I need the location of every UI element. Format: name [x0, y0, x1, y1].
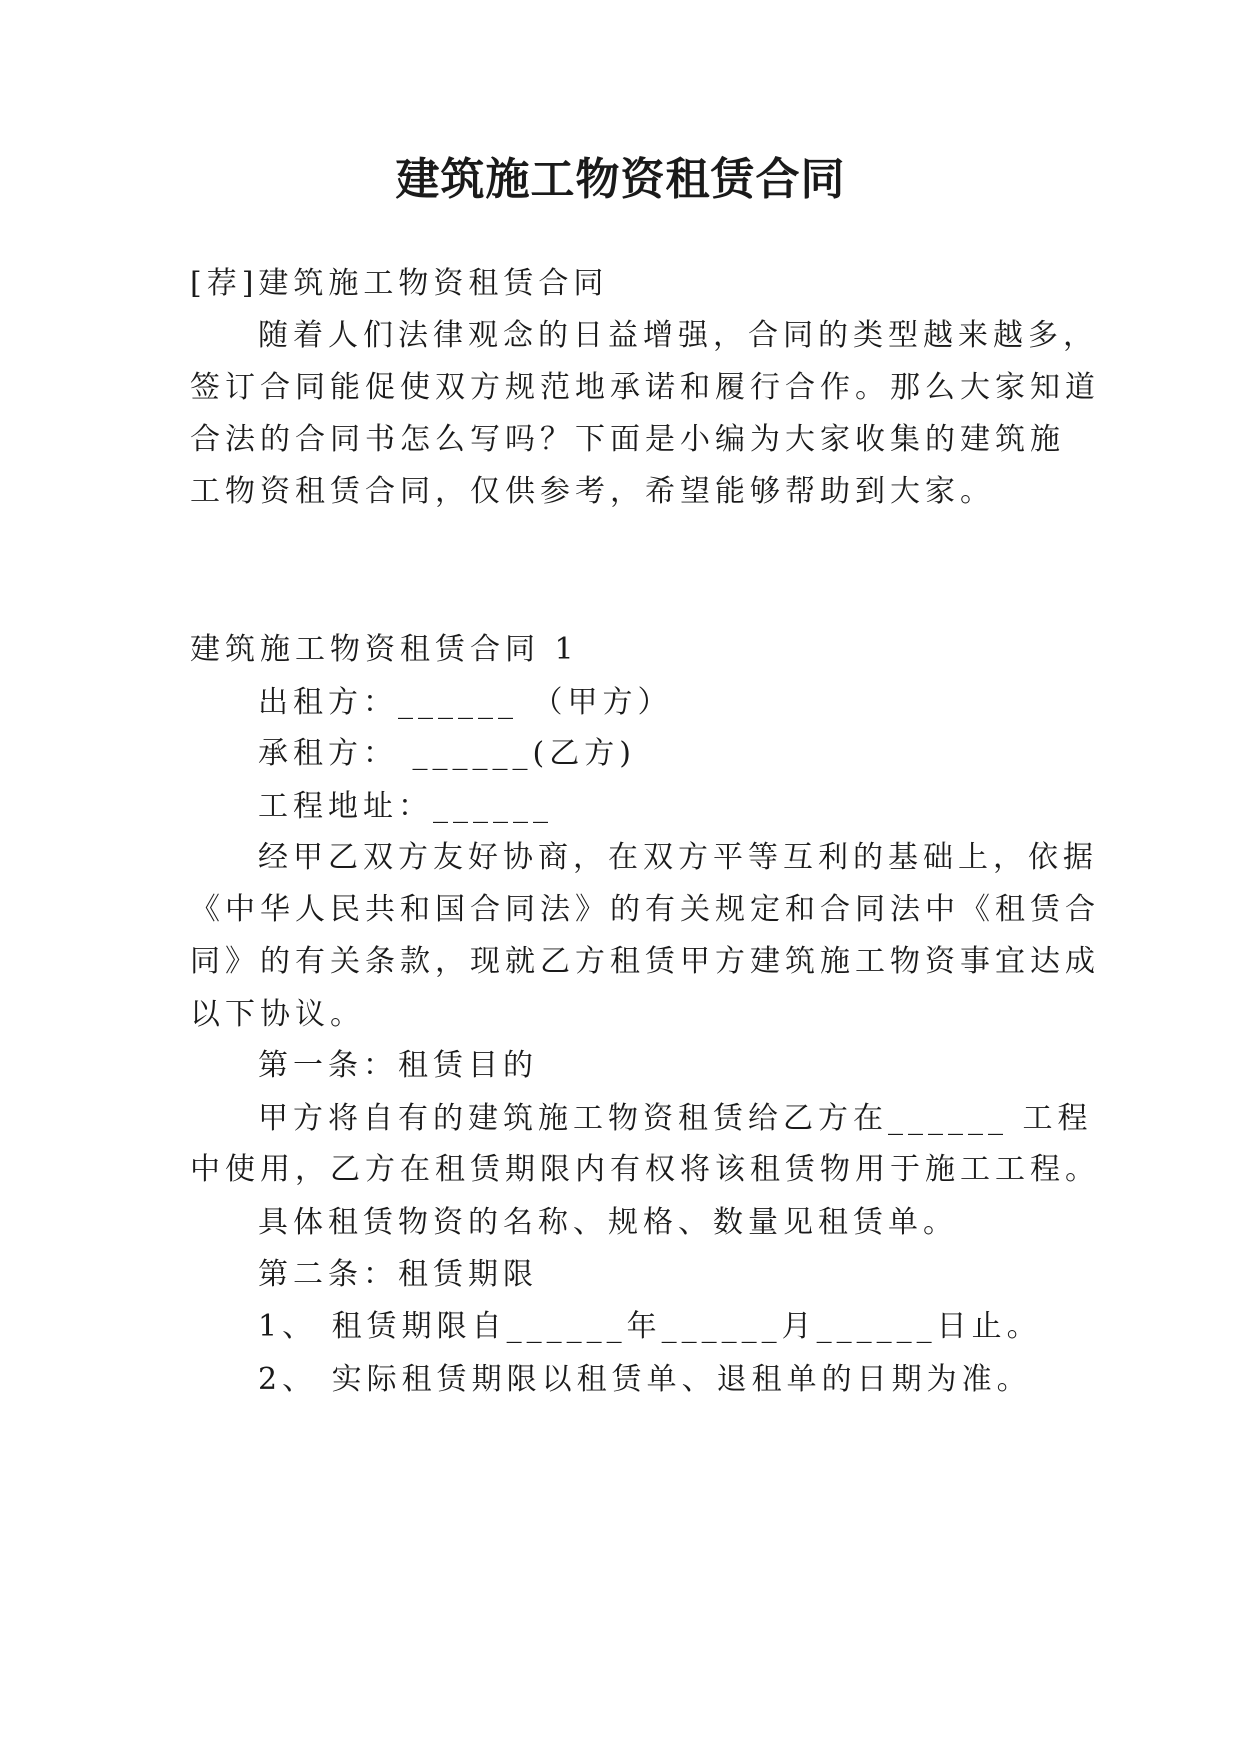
intro-line: 工物资租赁合同，仅供参考，希望能够帮助到大家。 [190, 474, 995, 509]
document-subtitle: [荐]建筑施工物资租赁合同 [190, 266, 609, 301]
lessee-line: 承租方： ______(乙方) [258, 736, 636, 771]
document-title: 建筑施工物资租赁合同 [395, 154, 846, 205]
article1-line: 甲方将自有的建筑施工物资租赁给乙方在______ 工程 [258, 1101, 1093, 1136]
preamble-line: 《中华人民共和国合同法》的有关规定和合同法中《租赁合 [190, 892, 1100, 927]
article1-line: 中使用，乙方在租赁期限内有权将该租赁物用于施工工程。 [190, 1152, 1100, 1187]
article2-item: 1、 租赁期限自______年______月______日止。 [258, 1309, 1042, 1344]
preamble-line: 以下协议。 [190, 997, 365, 1032]
lessor-line: 出租方：______ （甲方） [258, 685, 673, 720]
site-address-line: 工程地址：______ [258, 789, 553, 824]
intro-line: 随着人们法律观念的日益增强，合同的类型越来越多， [258, 318, 1098, 353]
article1-heading: 第一条：租赁目的 [258, 1048, 538, 1083]
section-heading: 建筑施工物资租赁合同 1 [190, 632, 579, 667]
intro-line: 合法的合同书怎么写吗？下面是小编为大家收集的建筑施 [190, 422, 1065, 457]
article2-item: 2、 实际租赁期限以租赁单、退租单的日期为准。 [258, 1362, 1032, 1397]
intro-line: 签订合同能促使双方规范地承诺和履行合作。那么大家知道 [190, 370, 1100, 405]
article1-line: 具体租赁物资的名称、规格、数量见租赁单。 [258, 1205, 958, 1240]
preamble-line: 同》的有关条款，现就乙方租赁甲方建筑施工物资事宜达成 [190, 944, 1100, 979]
preamble-line: 经甲乙双方友好协商，在双方平等互利的基础上，依据 [258, 840, 1098, 875]
article2-heading: 第二条：租赁期限 [258, 1257, 538, 1292]
